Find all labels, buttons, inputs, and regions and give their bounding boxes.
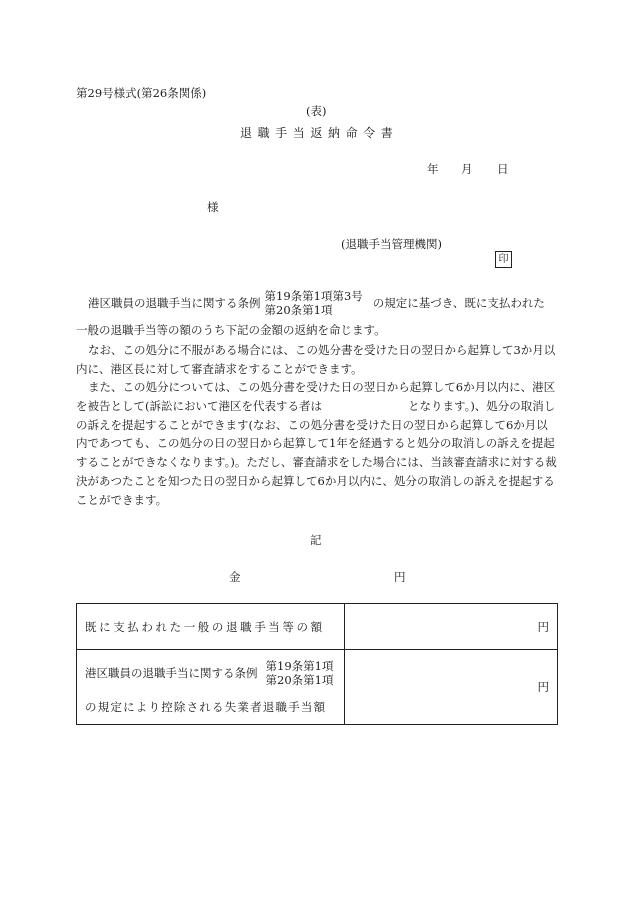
addressee-suffix: 様 — [207, 200, 219, 214]
date-month: 月 — [461, 162, 473, 176]
body-paragraph-3 — [76, 378, 558, 510]
article-ref: 第19条第1項 — [265, 659, 334, 673]
p1-suffix: の規定に基づき、既に支払われた — [372, 296, 545, 310]
issuer-label: (退職手当管理機関) — [341, 237, 442, 251]
amounts-table — [76, 603, 558, 725]
document-title: 退職手当返納命令書 — [240, 126, 399, 140]
date-year: 年 — [427, 162, 439, 176]
ordinance-articles — [265, 289, 363, 317]
ordinance-name: 港区職員の退職手当に関する条例 — [85, 666, 258, 680]
amount-unit: 円 — [394, 570, 406, 584]
table-label-cell: 既に支払われた一般の退職手当等の額 — [77, 604, 345, 650]
table-value-cell: 円 — [345, 604, 558, 650]
article-ref: 第19条第1項第3号 — [264, 289, 363, 303]
body-paragraph-1-line-2: 一般の退職手当等の額のうち下記の金額の返納を命じます。 — [76, 323, 386, 337]
date-day: 日 — [497, 162, 509, 176]
amount-label: 金 — [229, 570, 241, 584]
table-value-cell: 円 — [345, 650, 558, 725]
p3-part-2: となります。)、処分の取消しの訴えを提起することができます(なお、この処分書を受けた日の翌日から起算して6か月以内であつても、この処分の日の翌日から起算して1年を経過すると処分の取消しの訴えを提起することができなくなります。)。ただし、審査請求をした場合には、当該審査請求に対する裁決があつたことを知つた日の翌日から起算して6か月以内に、処分の取消しの訴えを提起することができます。 — [76, 398, 557, 507]
p3-part-1: また、この処分については、この処分書を受けた日の翌日から起算して6か月以内に、港区を被告として(訴訟において港区を代表する者は — [76, 380, 556, 413]
table-row — [77, 650, 558, 725]
form-side-label: (表) — [306, 104, 327, 118]
table-label-cell — [77, 650, 345, 725]
table-row — [77, 604, 558, 650]
table-label-line-2: の規定により控除される失業者退職手当額 — [85, 700, 327, 714]
ki-heading: 記 — [310, 533, 322, 547]
article-ref: 第20条第1項 — [265, 673, 334, 687]
article-ref: 第20条第1項 — [264, 303, 333, 317]
ordinance-articles — [266, 659, 334, 687]
body-paragraph-2: なお、この処分に不服がある場合には、この処分書を受けた日の翌日から起算して3か月以内に、港区長に対して審査請求をすることができます。 — [76, 343, 556, 376]
form-number: 第29号様式(第26条関係) — [76, 86, 207, 100]
body-paragraph-1-line-1 — [76, 289, 558, 317]
ordinance-name: 港区職員の退職手当に関する条例 — [88, 296, 261, 310]
seal-mark: 印 — [495, 251, 512, 268]
